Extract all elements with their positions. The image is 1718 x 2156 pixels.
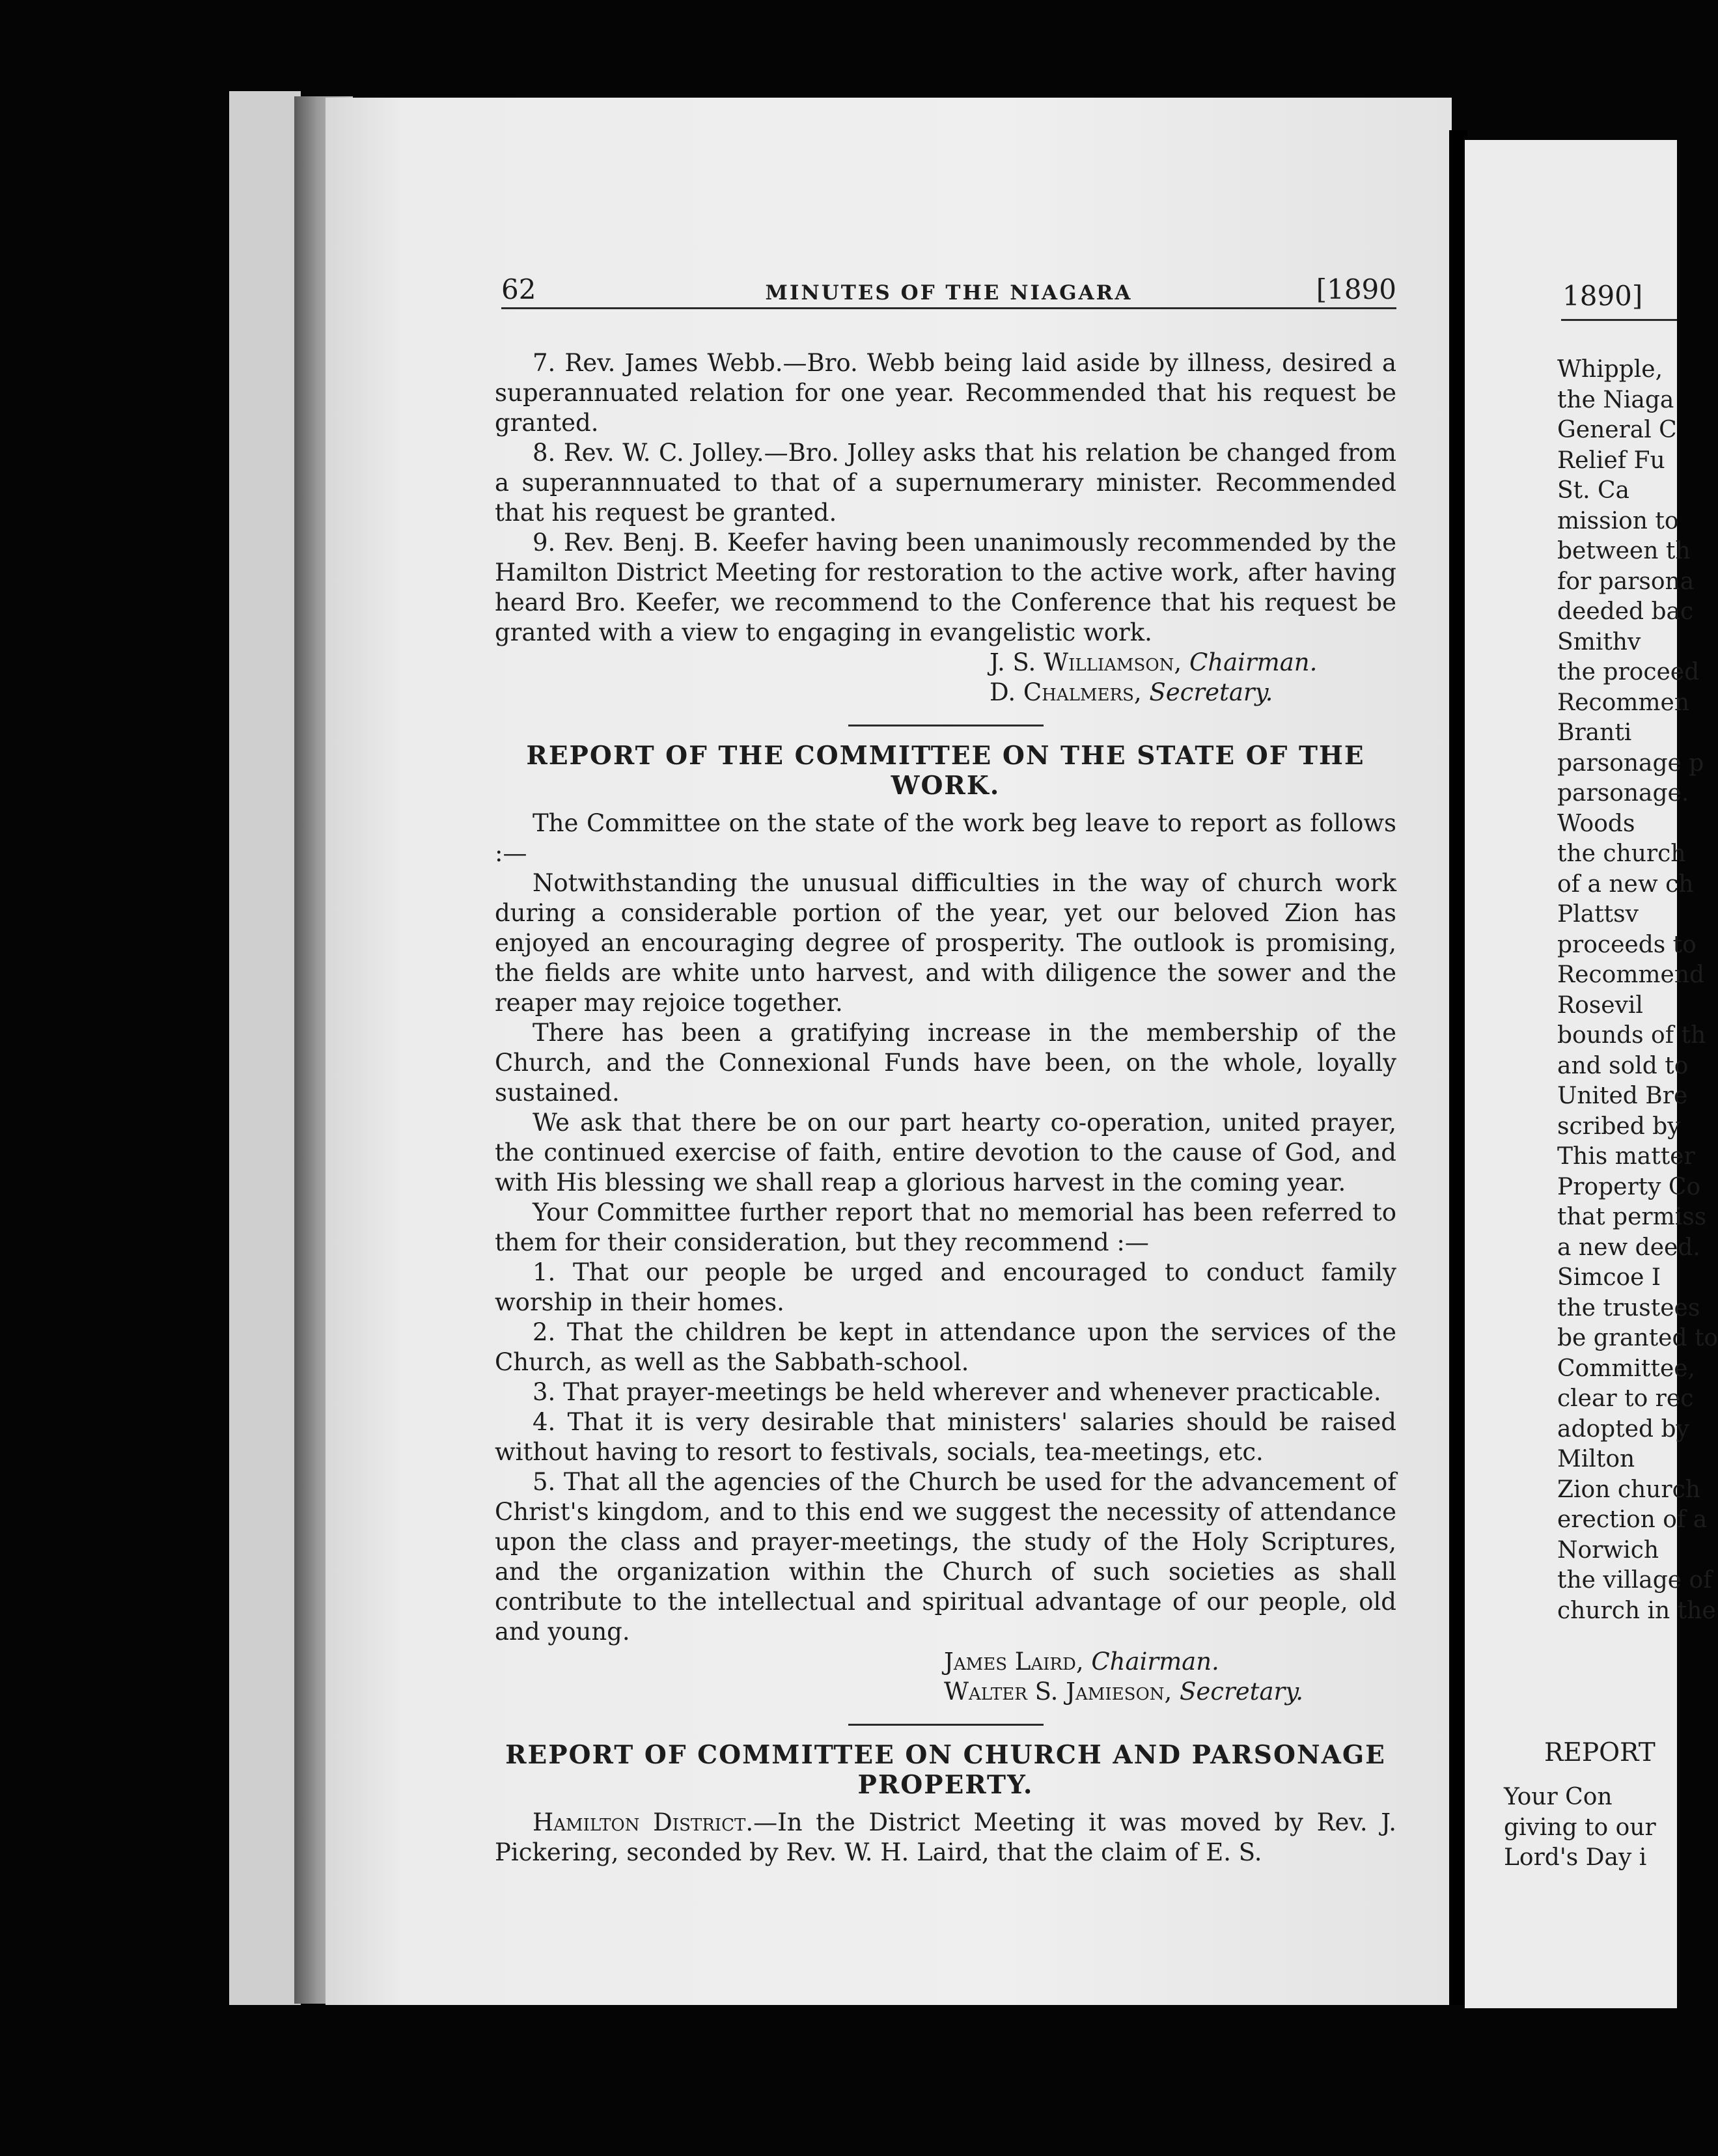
right-page-line: Recommen (1557, 689, 1690, 716)
right-page-line: that permiss (1557, 1204, 1707, 1230)
right-page-line: for parsona (1557, 568, 1695, 595)
right-page-line: Your Con (1504, 1784, 1613, 1810)
right-page-header-year: 1890] (1562, 280, 1643, 312)
right-page-line: Norwich (1557, 1536, 1659, 1564)
running-header (501, 273, 1396, 309)
right-page-header-rule (1561, 319, 1677, 321)
right-page-line: of a new ch (1557, 870, 1694, 898)
signature-name: Walter S. Jamieson, (944, 1678, 1172, 1706)
paragraph: 7. Rev. James Webb.—Bro. Webb being laid aside by illness, desired a superannuated relation for one year. Recommended that his request be granted. (495, 349, 1396, 437)
right-page-line: parsonage. (1557, 780, 1689, 807)
right-page-line: Plattsv (1557, 901, 1639, 928)
right-page-line: United Bre (1557, 1083, 1688, 1109)
right-page-line: adopted by (1557, 1415, 1689, 1443)
right-page-report-heading: REPORT (1544, 1738, 1656, 1767)
right-page-line: Relief Fu (1557, 447, 1665, 474)
right-page-line: bounds of th (1557, 1022, 1706, 1049)
right-page-line: the village of (1557, 1567, 1712, 1594)
right-page-line: giving to our (1504, 1814, 1656, 1841)
signature-role: Chairman. (1091, 1648, 1219, 1676)
right-page-line: scribed by (1557, 1113, 1681, 1140)
right-page-line: mission to (1557, 507, 1679, 534)
right-page-line: This matter (1557, 1143, 1695, 1170)
right-page-line: Rosevil (1557, 991, 1643, 1019)
section-divider (848, 1724, 1044, 1726)
right-page-line: the Niaga (1557, 386, 1674, 413)
signature-line (944, 1677, 1396, 1707)
signature-line (944, 1647, 1396, 1677)
page-number: 62 (501, 273, 536, 305)
signature-name: D. Chalmers, (990, 678, 1142, 706)
running-title: MINUTES OF THE NIAGARA (765, 281, 1133, 305)
right-page-line: and sold to (1557, 1052, 1689, 1079)
right-page-lines (1557, 355, 1718, 1626)
report-heading: REPORT OF COMMITTEE ON CHURCH AND PARSONAGE PROPERTY. (505, 1740, 1386, 1800)
right-page-line: parsonage p (1557, 749, 1704, 777)
signature-role: Secretary. (1149, 678, 1273, 706)
right-page-line: Recommend (1557, 961, 1705, 988)
recommendation-item: 5. That all the agencies of the Church be used for the advancement of Christ's kingdom, and to this end we suggest the necessity of attendance upon the class and prayer-meetings, the study of the Holy Scriptures, and the organization within the Church of such societies as shall contribute to the intellectual and spiritual advantage of our people, old and young. (495, 1468, 1396, 1646)
right-page-line: the proceed (1557, 659, 1700, 685)
right-page-line: Zion church (1557, 1476, 1700, 1503)
right-page-line: Smithv (1557, 628, 1641, 656)
paragraph: There has been a gratifying increase in the membership of the Church, and the Connexional Funds have been, on the whole, loyally sustained. (495, 1019, 1396, 1107)
page-content (495, 348, 1396, 1868)
right-page-line: General C (1557, 417, 1677, 443)
right-page-line: Property Co (1557, 1173, 1701, 1200)
right-page-line: the church (1557, 840, 1686, 867)
right-page-line: Simcoe I (1557, 1264, 1661, 1291)
right-page-line: Milton (1557, 1446, 1635, 1472)
recommendation-item: 1. That our people be urged and encouraged to conduct family worship in their homes. (495, 1258, 1396, 1316)
signature-block (990, 648, 1396, 708)
right-page-line: Branti (1557, 719, 1632, 746)
page-edge (229, 91, 301, 2005)
right-page-lines-2 (1504, 1782, 1677, 1873)
right-page-line: Whipple, (1557, 356, 1663, 383)
right-page-line: be granted to (1557, 1325, 1718, 1351)
right-page-line: Committee, (1557, 1355, 1695, 1382)
right-page-line: between th (1557, 538, 1691, 564)
paragraph: 9. Rev. Benj. B. Keefer having been unanimously recommended by the Hamilton District Meeting for restoration to the active work, after having heard Bro. Keefer, we recommend to the Conference that his request be granted with a view to engaging in evangelistic work. (495, 529, 1396, 646)
signature-role: Chairman. (1189, 648, 1318, 676)
paragraph: Your Committee further report that no memorial has been referred to them for their consideration, but they recommend :— (495, 1198, 1396, 1256)
district-name: Hamilton District. (533, 1808, 754, 1836)
right-page-line: erection of a (1557, 1506, 1708, 1533)
right-page-line: St. Ca (1557, 477, 1630, 504)
signature-line (990, 678, 1396, 708)
signature-role: Secretary. (1180, 1678, 1303, 1706)
paragraph: Notwithstanding the unusual difficulties in the way of church work during a considerable portion of the year, yet our beloved Zion has enjoyed an encouraging degree of prosperity. The outlook is promising, the fields are white unto harvest, and with diligence the sower and the reaper may rejoice together. (495, 869, 1396, 1017)
header-year: [1890 (1316, 273, 1396, 305)
right-page-line: Woods (1557, 810, 1635, 837)
right-page-line: clear to rec (1557, 1385, 1694, 1412)
paragraph-text: —In the District Meeting it was moved by Rev. J. Pickering, seconded by Rev. W. H. Laird, that the claim of E. S. (495, 1808, 1396, 1866)
section-divider (848, 725, 1044, 726)
right-page-line: proceeds to (1557, 931, 1697, 958)
signature-name: J. S. Williamson, (990, 648, 1182, 676)
paragraph (495, 1808, 1396, 1868)
right-page-line: a new deed. (1557, 1234, 1700, 1261)
recommendation-item: 2. That the children be kept in attendance upon the services of the Church, as well as the Sabbath-school. (495, 1318, 1396, 1376)
paragraph: 8. Rev. W. C. Jolley.—Bro. Jolley asks that his relation be changed from a superannnuated to that of a supernumerary minister. Recommended that his request be granted. (495, 439, 1396, 527)
report-heading: REPORT OF THE COMMITTEE ON THE STATE OF THE WORK. (526, 741, 1365, 801)
paragraph: The Committee on the state of the work beg leave to report as follows :— (495, 809, 1396, 867)
right-page-line: church in the (1557, 1597, 1716, 1624)
signature-block (944, 1647, 1396, 1707)
right-page-line: Lord's Day i (1504, 1844, 1647, 1871)
right-page-line: the trustees (1557, 1294, 1700, 1321)
recommendation-item: 3. That prayer-meetings be held wherever and whenever practicable. (533, 1378, 1381, 1406)
signature-line (990, 648, 1396, 678)
paragraph: We ask that there be on our part hearty co-operation, united prayer, the continued exercise of faith, entire devotion to the cause of God, and with His blessing we shall reap a glorious harvest in the coming year. (495, 1109, 1396, 1196)
signature-name: James Laird, (944, 1648, 1084, 1676)
recommendation-item: 4. That it is very desirable that ministers' salaries should be raised without having to resort to festivals, socials, tea-meetings, etc. (495, 1408, 1396, 1466)
right-page-line: deeded bac (1557, 598, 1694, 625)
